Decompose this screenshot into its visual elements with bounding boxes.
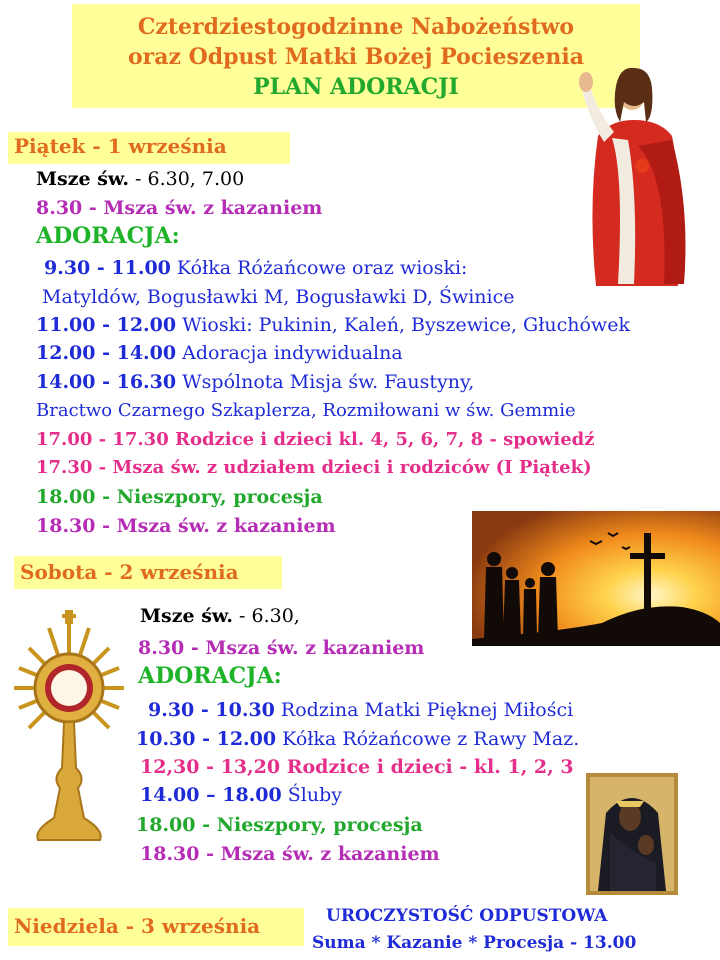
saturday-row-2 xyxy=(136,727,579,751)
friday-row-3 xyxy=(36,341,403,365)
friday-row-2-time: 11.00 - 12.00 xyxy=(36,314,177,336)
friday-row-1-time: 9.30 - 11.00 xyxy=(44,257,171,279)
saturday-row-1-time: 9.30 - 10.30 xyxy=(148,699,275,721)
friday-masses-label: Msze św. xyxy=(36,168,129,190)
saturday-row-4-time: 14.00 – 18.00 xyxy=(140,784,282,806)
friday-row-6: 17.30 - Msza św. z udziałem dzieci i rodziców (I Piątek) xyxy=(36,457,592,478)
saturday-row-3: 12,30 - 13,20 Rodzice i dzieci - kl. 1, 2, 3 xyxy=(140,756,574,778)
friday-mass-830: 8.30 - Msza św. z kazaniem xyxy=(36,197,323,219)
friday-row-4-cont: Bractwo Czarnego Szkaplerza, Rozmiłowani w św. Gemmie xyxy=(36,400,576,421)
friday-row-1-cont: Matyldów, Bogusławki M, Bogusławki D, Świnice xyxy=(42,286,515,308)
saturday-row-6: 18.30 - Msza św. z kazaniem xyxy=(140,843,440,865)
friday-row-3-time: 12.00 - 14.00 xyxy=(36,342,177,364)
friday-row-4-desc: Wspólnota Misja św. Faustyny, xyxy=(176,371,475,393)
sunday-feast-title: UROCZYSTOŚĆ ODPUSTOWA xyxy=(326,906,608,926)
title-line-2: oraz Odpust Matki Bożej Pocieszenia xyxy=(127,44,585,70)
title-line-1: Czterdziestogodzinne Nabożeństwo xyxy=(137,14,575,40)
friday-row-7: 18.00 - Nieszpory, procesja xyxy=(36,486,323,508)
friday-row-3-desc: Adoracja indywidualna xyxy=(176,342,403,364)
saturday-mass-830: 8.30 - Msza św. z kazaniem xyxy=(138,637,425,659)
sunday-heading: Niedziela - 3 września xyxy=(8,908,304,946)
friday-row-4 xyxy=(36,370,474,394)
title-line-3: PLAN ADORACJI xyxy=(253,74,459,100)
friday-masses xyxy=(36,167,244,191)
friday-row-4-time: 14.00 - 16.30 xyxy=(36,371,177,393)
saturday-masses-label: Msze św. xyxy=(140,605,233,627)
saturday-masses-times: - 6.30, xyxy=(232,605,300,627)
friday-row-2-desc: Wioski: Pukinin, Kaleń, Byszewice, Głuchówek xyxy=(176,314,630,336)
friday-heading: Piątek - 1 września xyxy=(8,132,290,164)
friday-row-1 xyxy=(44,256,467,280)
monstrance-image xyxy=(4,608,134,844)
friday-row-1-desc: Kółka Różańcowe oraz wioski: xyxy=(170,257,468,279)
saturday-row-4 xyxy=(140,783,342,807)
friday-masses-times: - 6.30, 7.00 xyxy=(128,168,245,190)
saturday-row-4-desc: Śluby xyxy=(281,784,342,806)
sunday-program: Suma * Kazanie * Procesja - 13.00 xyxy=(312,933,637,953)
saturday-row-2-desc: Kółka Różańcowe z Rawy Maz. xyxy=(276,728,580,750)
friday-adoracja-heading: ADORACJA: xyxy=(36,223,180,249)
sunset-cross-family-image xyxy=(472,511,720,646)
friday-row-5: 17.00 - 17.30 Rodzice i dzieci kl. 4, 5, 6, 7, 8 - spowiedź xyxy=(36,429,595,450)
sacred-heart-jesus-image xyxy=(568,56,698,288)
saturday-heading: Sobota - 2 września xyxy=(14,556,282,589)
saturday-row-5: 18.00 - Nieszpory, procesja xyxy=(136,814,423,836)
saturday-adoracja-heading: ADORACJA: xyxy=(138,663,282,689)
saturday-row-1-desc: Rodzina Matki Pięknej Miłości xyxy=(274,699,574,721)
our-lady-icon-image xyxy=(586,773,678,895)
title-banner xyxy=(72,4,640,108)
friday-row-2 xyxy=(36,313,630,337)
saturday-row-2-time: 10.30 - 12.00 xyxy=(136,728,277,750)
saturday-row-1 xyxy=(148,698,573,722)
friday-row-8: 18.30 - Msza św. z kazaniem xyxy=(36,515,336,537)
saturday-masses xyxy=(140,604,300,628)
